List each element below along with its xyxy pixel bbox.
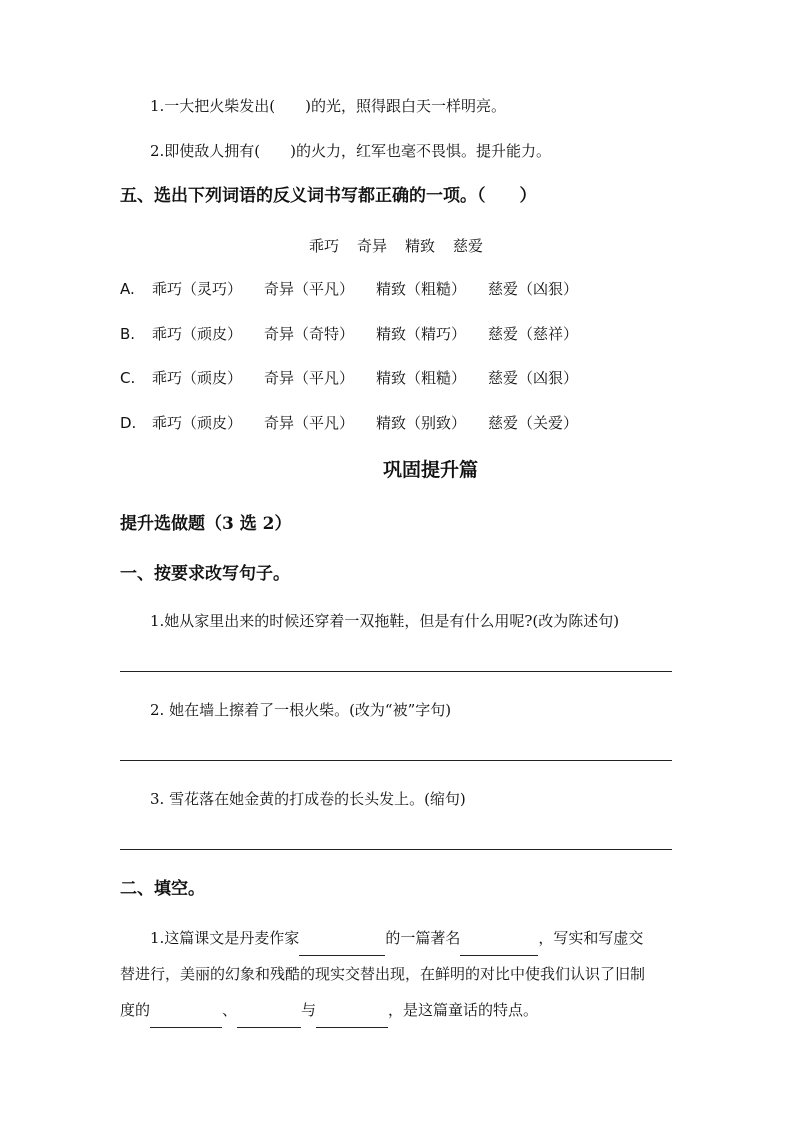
fillblank-text: 的一篇著名 <box>385 929 461 947</box>
option-cell: 慈爱（凶狠） <box>488 369 579 387</box>
option-cell: 乖巧（顽皮） <box>152 325 243 343</box>
word-1: 乖巧 <box>309 237 340 255</box>
option-cell: 奇异（奇特） <box>264 325 355 343</box>
option-letter: D. <box>120 414 137 432</box>
option-cell: 慈爱（关爱） <box>488 414 579 432</box>
option-letter: C. <box>120 369 136 387</box>
option-letter: B. <box>120 325 136 343</box>
word-4: 慈爱 <box>453 237 484 255</box>
rewrite-item-3: 3. 雪花落在她金黄的打成卷的长头发上。(缩句) <box>150 790 466 808</box>
fillblank-text: 替进行，美丽的幻象和残酷的现实交替出现，在鲜明的对比中使我们认识了旧制 <box>120 965 646 983</box>
fillblank-text: 1.这篇课文是丹麦作家 <box>150 929 300 947</box>
option-letter: A. <box>120 280 135 298</box>
option-cell: 精致（粗糙） <box>376 369 467 387</box>
fillblank-paragraph <box>120 920 672 1028</box>
fillblank-heading: 二、填空。 <box>120 879 205 899</box>
rewrite-item-2: 2. 她在墙上擦着了一根火柴。(改为“被”字句) <box>150 701 452 719</box>
blank-genre[interactable] <box>460 938 538 956</box>
blank-3[interactable] <box>316 1010 388 1028</box>
option-cell: 慈爱（慈祥） <box>488 325 579 343</box>
option-cell: 奇异（平凡） <box>264 414 355 432</box>
option-cell: 奇异（平凡） <box>264 369 355 387</box>
answer-line-1[interactable] <box>120 671 672 672</box>
fill-item-1: 1.一大把火柴发出( )的光，照得跟白天一样明亮。 <box>150 97 507 115</box>
fillblank-text: 、 <box>222 1001 238 1019</box>
option-cell: 乖巧（顽皮） <box>152 369 243 387</box>
fillblank-text: ，是这篇童话的特点。 <box>388 1001 539 1019</box>
option-cell: 精致（精巧） <box>376 325 467 343</box>
fillblank-text: ，写实和写虚交 <box>538 929 644 947</box>
blank-1[interactable] <box>150 1010 222 1028</box>
section-title: 巩固提升篇 <box>383 459 479 481</box>
option-cell: 乖巧（灵巧） <box>152 280 243 298</box>
option-cell: 奇异（平凡） <box>264 280 355 298</box>
word-3: 精致 <box>405 237 436 255</box>
answer-line-3[interactable] <box>120 849 672 850</box>
option-cell: 精致（别致） <box>376 414 467 432</box>
fill-item-2: 2.即使敌人拥有( )的火力，红军也毫不畏惧。提升能力。 <box>150 142 552 160</box>
section5-heading: 五、选出下列词语的反义词书写都正确的一项。（ ） <box>120 186 537 206</box>
option-cell: 乖巧（顽皮） <box>152 414 243 432</box>
word-2: 奇异 <box>357 237 388 255</box>
answer-line-2[interactable] <box>120 760 672 761</box>
rewrite-item-1: 1.她从家里出来的时候还穿着一双拖鞋，但是有什么用呢?(改为陈述句) <box>150 612 620 630</box>
option-cell: 慈爱（凶狠） <box>488 280 579 298</box>
rewrite-heading: 一、按要求改写句子。 <box>120 564 290 584</box>
blank-author[interactable] <box>299 938 385 956</box>
optional-subtitle: 提升选做题（3 选 2） <box>120 514 292 534</box>
fillblank-text: 与 <box>301 1001 317 1019</box>
blank-2[interactable] <box>237 1010 301 1028</box>
option-cell: 精致（粗糙） <box>376 280 467 298</box>
fillblank-text: 度的 <box>120 1001 151 1019</box>
